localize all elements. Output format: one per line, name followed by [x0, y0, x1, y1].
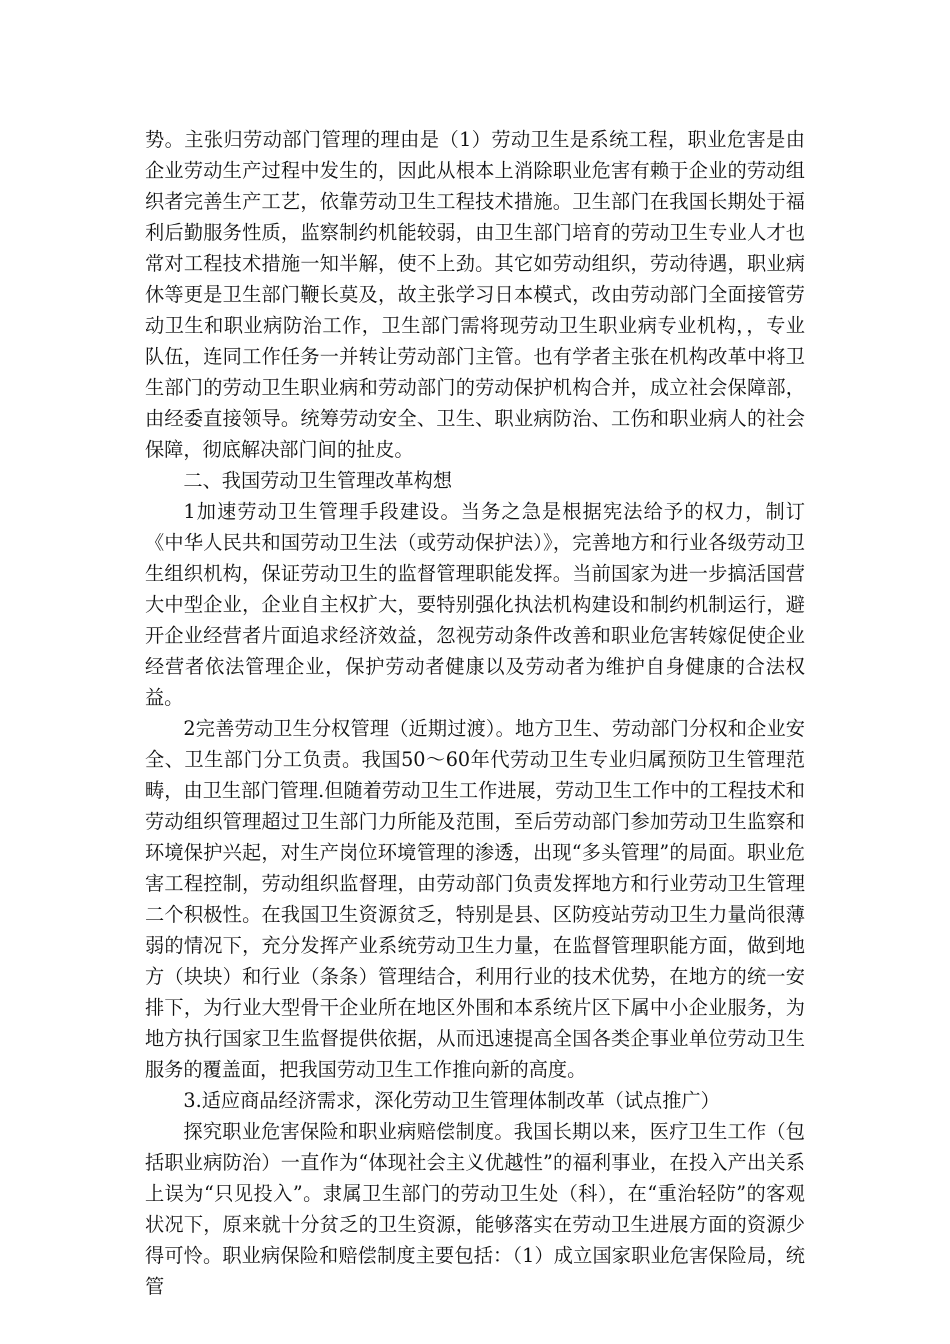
paragraph-continuation: 势。主张归劳动部门管理的理由是（1）劳动卫生是系统工程，职业危害是由企业劳动生产过程中发生的，因此从根本上消除职业危害有赖于企业的劳动组织者完善生产工艺，依靠劳动卫生工程技术措施。卫生部门在我国长期处于福利后勤服务性质，监察制约机能较弱，由卫生部门培育的劳动卫生专业人才也常对工程技术措施一知半解，使不上劲。其它如劳动组织，劳动待遇，职业病休等更是卫生部门鞭长莫及，故主张学习日本模式，改由劳动部门全面接管劳动卫生和职业病防治工作，卫生部门需将现劳动卫生职业病专业机构，，专业队伍，连同工作任务一并转让劳动部门主管。也有学者主张在机构改革中将卫生部门的劳动卫生职业病和劳动部门的劳动保护机构合并，成立社会保障部，由经委直接领导。统筹劳动安全、卫生、职业病防治、工伤和职业病人的社会保障，彻底解决部门间的扯皮。 [145, 128, 805, 461]
section-heading-reform-plan: 二、我国劳动卫生管理改革构想 [183, 469, 453, 492]
paragraph-insurance: 探究职业危害保险和职业病赔偿制度。我国长期以来，医疗卫生工作（包括职业病防治）一直作为“体现社会主义优越性”的福利事业，在投入产出关系上误为“只见投入”。隶属卫生部门的劳动卫生处（科），在“重治轻防”的客观状况下，原来就十分贫乏的卫生资源，能够落实在劳动卫生进展方面的资源少得可怜。职业病保险和赔偿制度主要包括：（1）成立国家职业危害保险局，统管 [145, 1120, 805, 1298]
paragraph-item-3-heading: 3.适应商品经济需求，深化劳动卫生管理体制改革（试点推广） [183, 1089, 720, 1112]
paragraph-item-2: 2完善劳动卫生分权管理（近期过渡）。地方卫生、劳动部门分权和企业安全、卫生部门分工负责。我国50～60年代劳动卫生专业归属预防卫生管理范畴，由卫生部门管理.但随着劳动卫生工作进展，劳动卫生工作中的工程技术和劳动组织管理超过卫生部门力所能及范围，至后劳动部门参加劳动卫生监察和环境保护兴起，对生产岗位环境管理的渗透，出现“多头管理”的局面。职业危害工程控制，劳动组织监督理，由劳动部门负责发挥地方和行业劳动卫生管理二个积极性。在我国卫生资源贫乏，特别是县、区防疫站劳动卫生力量尚很薄弱的情况下，充分发挥产业系统劳动卫生力量，在监督管理职能方面，做到地方（块块）和行业（条条）管理结合，利用行业的技术优势，在地方的统一安排下，为行业大型骨干企业所在地区外围和本系统片区下属中小企业服务，为地方执行国家卫生监督提供依据，从而迅速提高全国各类企事业单位劳动卫生服务的覆盖面，把我国劳动卫生工作推向新的高度。 [145, 717, 805, 1081]
paragraph-item-1: 1加速劳动卫生管理手段建设。当务之急是根据宪法给予的权力，制订《中华人民共和国劳动卫生法（或劳动保护法）》，完善地方和行业各级劳动卫生组织机构，保证劳动卫生的监督管理职能发挥。当前国家为进一步搞活国营大中型企业，企业自主权扩大，要特别强化执法机构建设和制约机制运行，避开企业经营者片面追求经济效益，忽视劳动条件改善和职业危害转嫁促使企业经营者依法管理企业，保护劳动者健康以及劳动者为维护自身健康的合法权益。 [145, 500, 805, 709]
document-page [145, 124, 805, 1302]
